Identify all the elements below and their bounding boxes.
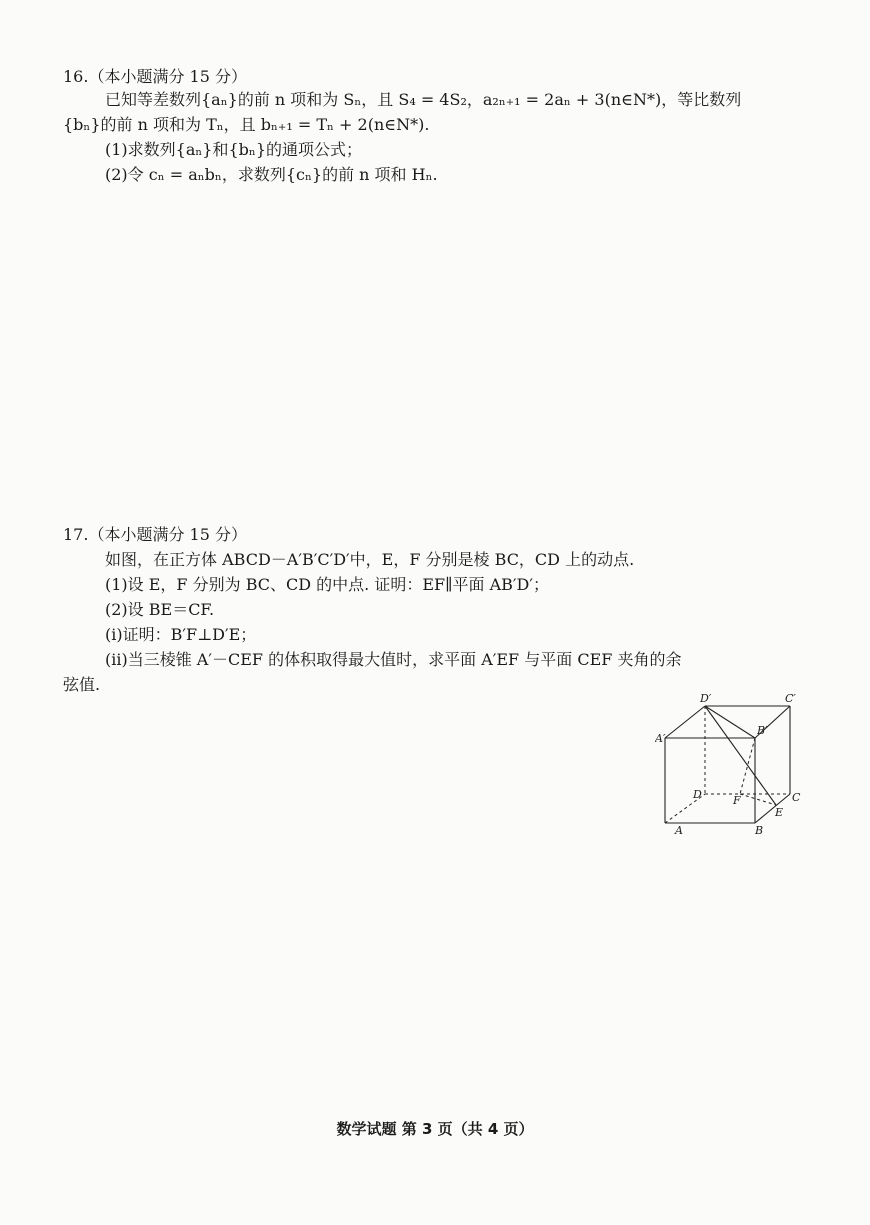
segment-d1-e — [705, 706, 776, 805]
q17-part2-ii-line1: (ⅱ)当三棱锥 A′－CEF 的体积取得最大值时，求平面 A′EF 与平面 CEF 夹角的余 — [105, 650, 682, 669]
label-e: E — [775, 806, 784, 819]
label-c: C — [792, 791, 801, 804]
page-footer: 数学试题 第 3 页（共 4 页） — [336, 1120, 534, 1138]
q17-part1: (1)设 E，F 分别为 BC、CD 的中点. 证明：EF∥平面 AB′D′； — [105, 575, 549, 594]
q17-stem: 如图，在正方体 ABCD－A′B′C′D′中，E，F 分别是棱 BC，CD 上的动点. — [105, 550, 635, 569]
q17-part2-ii-line2: 弦值. — [63, 675, 101, 694]
segment-d1-b1 — [705, 706, 755, 738]
label-d: D — [693, 788, 702, 801]
label-f: F — [733, 794, 741, 807]
q16-part1: (1)求数列{aₙ}和{bₙ}的通项公式； — [105, 140, 363, 159]
q17-header: 17.（本小题满分 15 分） — [63, 525, 247, 544]
q16-stem-line2: {bₙ}的前 n 项和为 Tₙ，且 bₙ₊₁ = Tₙ + 2(n∈N*). — [63, 115, 430, 134]
q16-part2: (2)令 cₙ = aₙbₙ，求数列{cₙ}的前 n 项和 Hₙ. — [105, 165, 438, 184]
cube-figure — [655, 690, 815, 840]
label-a1: A′ — [655, 732, 666, 745]
q16-stem-line1: 已知等差数列{aₙ}的前 n 项和为 Sₙ，且 S₄ = 4S₂，a₂ₙ₊₁ = 2aₙ + 3(n∈N*)，等比数列 — [105, 90, 742, 109]
edge-a1-d1 — [665, 706, 705, 738]
label-a: A — [675, 824, 683, 837]
label-d1: D′ — [700, 692, 712, 705]
label-b1: B′ — [757, 724, 768, 737]
hidden-segment-f-e — [740, 794, 776, 805]
q17-part2: (2)设 BE＝CF. — [105, 600, 215, 619]
q16-header: 16.（本小题满分 15 分） — [63, 67, 247, 86]
label-b: B — [755, 824, 764, 837]
edge-b-c — [755, 794, 790, 823]
q17-part2-i: (ⅰ)证明：B′F⊥D′E； — [105, 625, 257, 644]
label-c1: C′ — [785, 692, 796, 705]
